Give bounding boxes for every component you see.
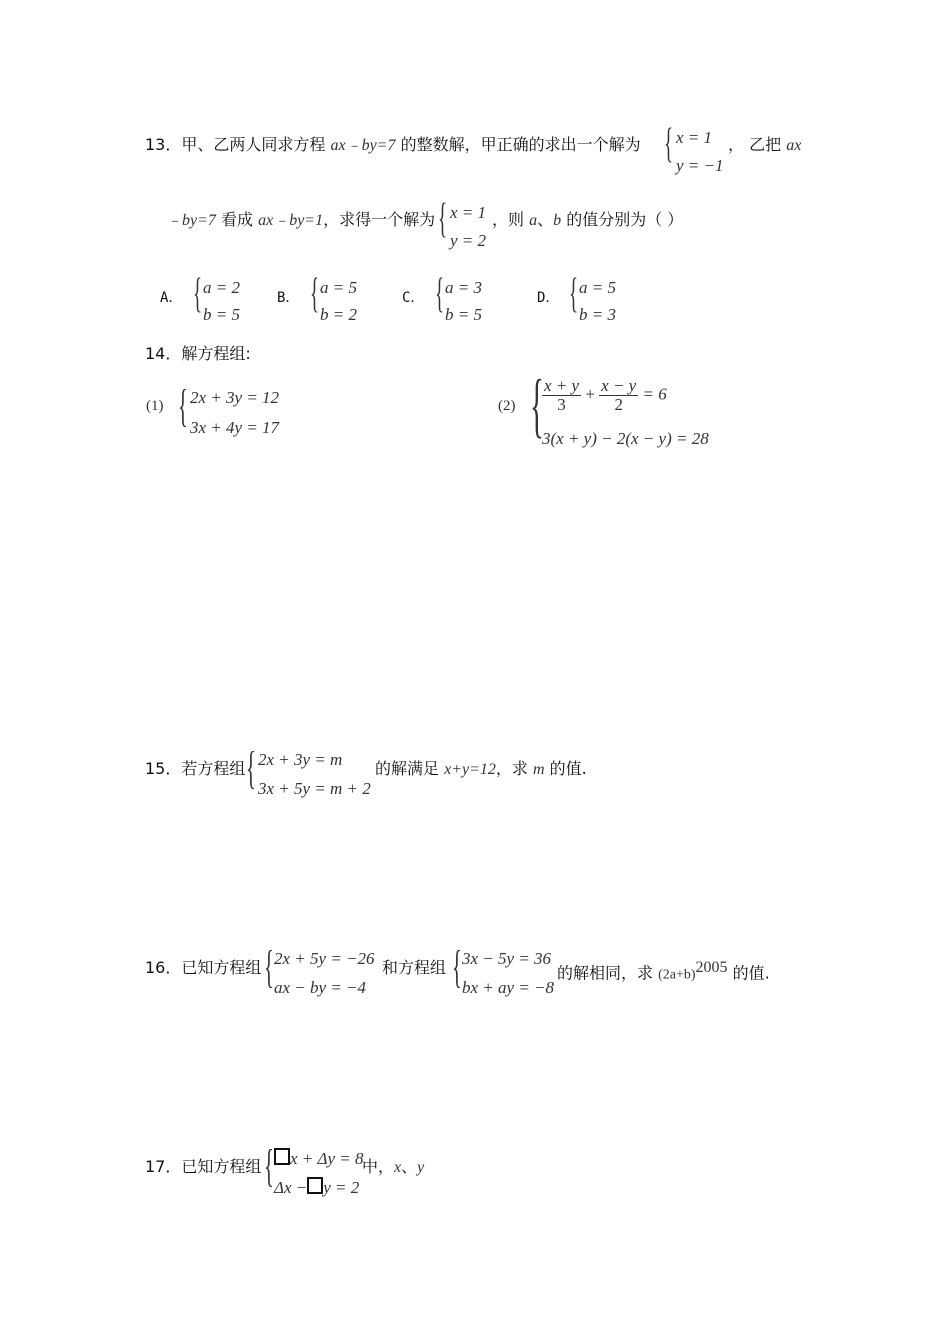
equation-line: a = 3	[445, 278, 482, 297]
q16-text-1: 的解相同，求	[557, 963, 659, 983]
q13-equation: ﹣by=7	[166, 212, 216, 229]
q17-var-y: y	[417, 1159, 425, 1176]
q13-equation: ax﹣by=7	[330, 137, 396, 154]
equation-line: 3x + 5y = m + 2	[258, 779, 371, 798]
q16-text-2: 的值.	[727, 963, 770, 983]
equation-line: a = 2	[203, 278, 240, 297]
fraction-denominator: 3	[557, 395, 566, 414]
brace-icon: {	[452, 941, 462, 992]
option-d-system	[569, 271, 629, 330]
brace-icon: {	[435, 271, 445, 317]
q14-title: 14．解方程组:	[145, 344, 251, 363]
equation-text: y = 2	[323, 1178, 360, 1197]
equation-text: x + Δy = 8	[290, 1149, 364, 1168]
q14-part1-label: (1)	[146, 398, 164, 414]
equation-line	[274, 1148, 364, 1169]
brace-icon: {	[178, 380, 188, 431]
brace-icon: {	[246, 742, 256, 793]
equation-line: 3x + 4y = 17	[190, 418, 280, 437]
q15-text-1: 的解满足	[375, 759, 445, 778]
q13-text-3: ， 乙把	[728, 135, 787, 154]
equation-line: b = 5	[445, 305, 482, 324]
q13-equation: ax﹣by=1	[258, 212, 324, 229]
q16-system-2	[452, 941, 562, 1005]
equation-line: x = 1	[676, 128, 713, 147]
option-b-label: B．	[277, 290, 300, 306]
q15-text-3: 的值.	[544, 759, 587, 778]
q17-tail	[362, 1157, 424, 1178]
q13-text-7: 、	[537, 210, 554, 229]
q13-solution-1	[664, 121, 734, 180]
fraction-denominator: 2	[614, 395, 623, 414]
equation-line: a = 5	[320, 278, 357, 297]
q13-number: 13．	[145, 135, 182, 154]
q13-text-8: 的值分别为（ ）	[561, 210, 684, 229]
equation-line: y = −1	[676, 156, 724, 175]
equation-text: Δx −	[274, 1178, 308, 1197]
equation-line: 2x + 5y = −26	[274, 949, 375, 968]
q13-line2-tail	[492, 210, 683, 231]
q15-tail	[375, 759, 587, 780]
q14-part1-system	[178, 380, 298, 444]
plus-sign: +	[585, 384, 595, 404]
q15-system	[246, 742, 376, 806]
q17-text-1: 中，	[362, 1157, 395, 1176]
q15-equation: x+y=12	[444, 761, 496, 778]
equation-line: 2x + 3y = 12	[190, 388, 280, 407]
q13-line1	[145, 135, 641, 156]
equation-line: b = 5	[203, 305, 240, 324]
q17-text-2: 、	[401, 1157, 418, 1176]
q13-line1-tail	[728, 135, 801, 156]
q17-var-x: x	[394, 1159, 402, 1176]
q14-part2-label: (2)	[498, 398, 516, 414]
option-b-system	[310, 271, 370, 330]
fraction-numerator: x + y	[544, 376, 580, 395]
q13-text-1: 甲、乙两人同求方程	[181, 135, 331, 154]
option-a-system	[193, 271, 253, 330]
q13-var-b: b	[553, 212, 562, 229]
q13-text-5: ，求得一个解为	[323, 210, 436, 229]
equation-line: a = 5	[579, 278, 616, 297]
equation-line: 3x − 5y = 36	[462, 949, 552, 968]
equation-line: b = 2	[320, 305, 357, 324]
q13-text-2: 的整数解，甲正确的求出一个解为	[395, 135, 641, 154]
blank-box-icon	[274, 1148, 290, 1165]
equation-line	[274, 1177, 359, 1198]
option-c-label: C．	[402, 290, 425, 306]
equation-line: bx + ay = −8	[462, 978, 555, 997]
brace-icon: {	[310, 271, 320, 317]
equation-line: 3(x + y) − 2(x − y) = 28	[542, 429, 709, 448]
equation-line: x = 1	[450, 203, 487, 222]
brace-icon: {	[664, 121, 674, 167]
q13-variable: ax	[786, 137, 802, 154]
equation-line: 2x + 3y = m	[258, 750, 343, 769]
brace-icon: {	[530, 365, 544, 445]
q14-part2-system	[530, 365, 730, 454]
q17-system	[264, 1140, 364, 1204]
q15-var-m: m	[532, 761, 545, 778]
brace-icon: {	[193, 271, 203, 317]
option-c-system	[435, 271, 495, 330]
q16-mid: 和方程组	[382, 958, 447, 977]
q15-text-2: ，求	[495, 759, 533, 778]
blank-box-icon	[307, 1177, 323, 1194]
q16-tail	[557, 958, 770, 985]
q17-number: 17．已知方程组	[145, 1157, 262, 1176]
equation-rhs: = 6	[642, 384, 667, 404]
brace-icon: {	[264, 941, 274, 992]
q13-line2	[166, 210, 435, 231]
brace-icon: {	[569, 271, 579, 317]
equation-line: b = 3	[579, 305, 616, 324]
equation-line: ax − by = −4	[274, 978, 367, 997]
q13-text-4: 看成	[215, 210, 259, 229]
q13-solution-2	[438, 196, 498, 255]
q16-expression: (2a+b)	[658, 967, 696, 983]
fraction-numerator: x − y	[601, 376, 637, 395]
q16-system-1	[264, 941, 384, 1005]
q15-number: 15．若方程组	[145, 759, 246, 778]
equation-line: y = 2	[450, 231, 487, 250]
q16-exponent: 2005	[695, 959, 728, 976]
option-d-label: D．	[537, 290, 560, 306]
option-a-label: A．	[160, 290, 183, 306]
brace-icon: {	[264, 1140, 274, 1191]
brace-icon: {	[438, 196, 448, 242]
q13-text-6: ，则	[492, 210, 530, 229]
q16-number: 16．已知方程组	[145, 958, 262, 977]
equation-line	[542, 377, 667, 414]
q13-var-a: a	[529, 212, 538, 229]
